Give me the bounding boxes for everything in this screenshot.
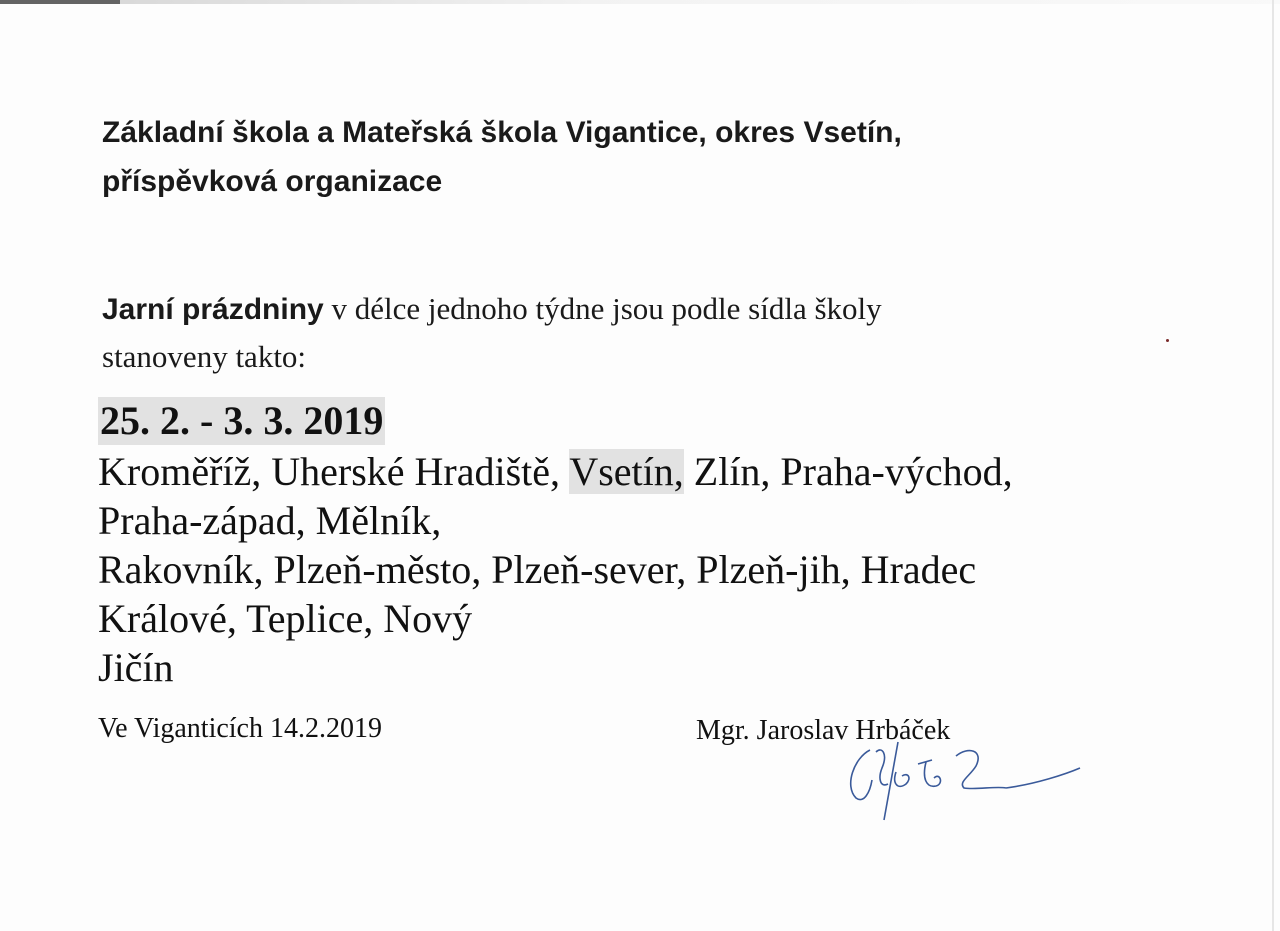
district-line-3: Rakovník, Plzeň-město, Plzeň-sever, Plzeň-jih, Hradec [98,547,977,592]
intro-text-line-2: stanoveny takto: [102,339,307,374]
scan-speck [1166,339,1169,342]
holiday-title: Jarní prázdniny [102,293,324,326]
district-line-1-start: Kroměříž, Uherské Hradiště, [98,449,570,494]
district-line-1 [98,447,1198,496]
school-name-line-1: Základní škola a Mateřská škola Vigantice, okres Vsetín, [102,116,902,149]
school-name-line-2: příspěvková organizace [102,165,443,198]
intro-text-line-1: v délce jednoho týdne jsou podle sídla školy [323,291,882,326]
district-line-2: Praha-západ, Mělník, [98,498,442,543]
scan-edge-top [0,0,1280,4]
scan-edge-right [1272,0,1274,931]
district-line-1-end: Zlín, Praha-východ, [683,449,1013,494]
handwritten-signature [836,728,1096,828]
signer-name: Mgr. Jaroslav Hrbáček [696,715,951,746]
district-line-5: Jičín [98,645,174,690]
intro-paragraph [102,285,1162,380]
district-highlight-vsetin: Vsetín, [569,449,684,494]
intro-line-1 [102,285,1162,333]
district-line-4: Králové, Teplice, Nový [98,596,473,641]
place-and-date: Ve Viganticích 14.2.2019 [98,713,382,744]
holiday-date-range: 25. 2. - 3. 3. 2019 [100,398,384,443]
district-list [98,447,1198,692]
school-name-heading [102,108,1202,206]
